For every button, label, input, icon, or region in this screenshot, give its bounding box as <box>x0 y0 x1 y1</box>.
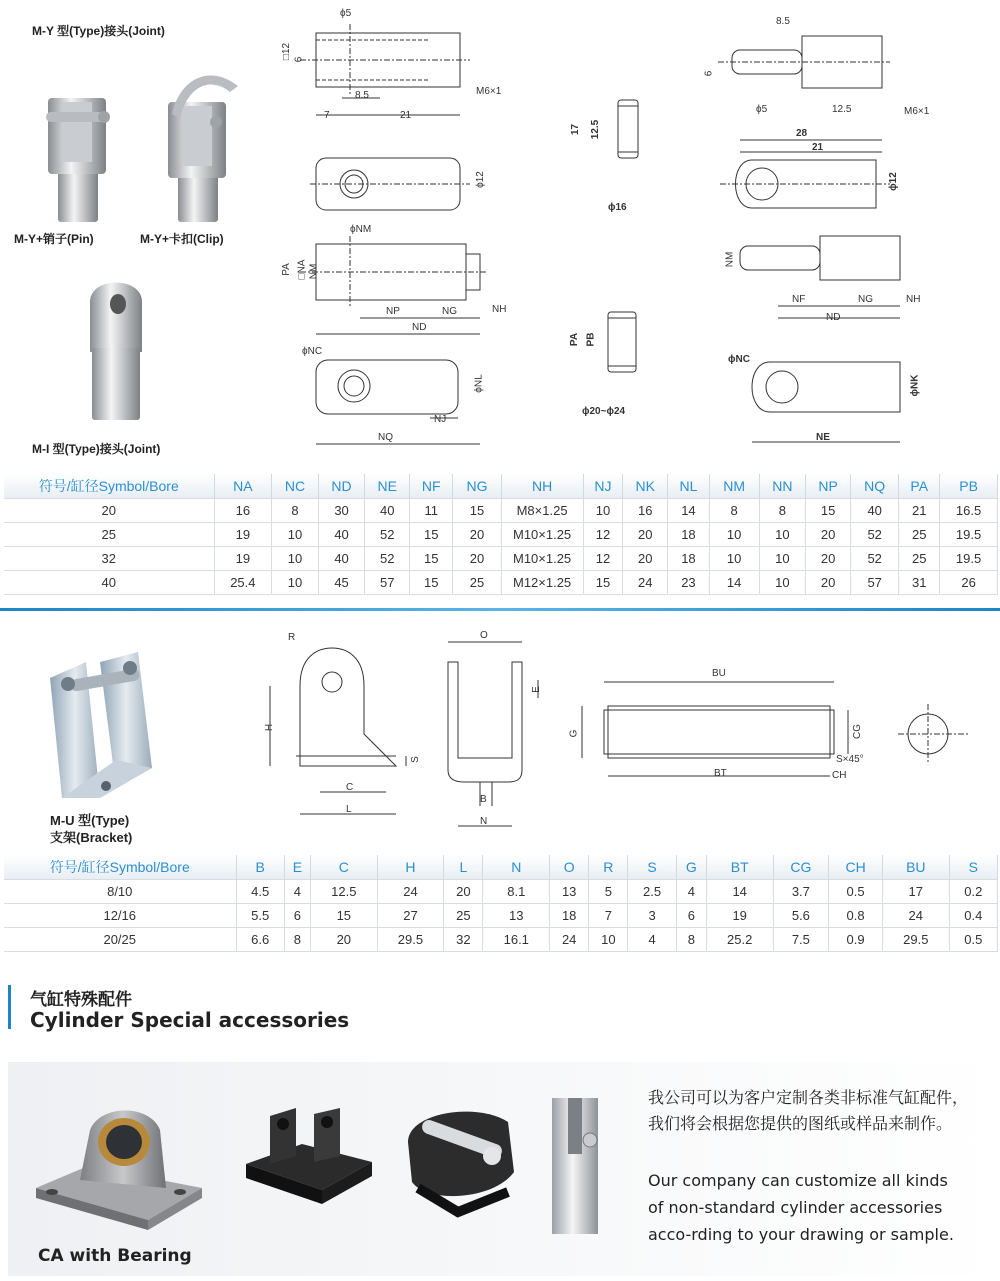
table-cell: 17 <box>882 879 949 903</box>
bracket-dim-s: S <box>409 756 421 763</box>
table-cell: 8 <box>676 927 706 951</box>
mi-dim-m6: M6×1 <box>904 106 930 117</box>
table-cell: M8×1.25 <box>501 498 583 522</box>
dim-phinl: ϕNL <box>473 374 485 393</box>
table-cell: 25 <box>453 570 501 594</box>
section-accent-bar <box>8 985 11 1029</box>
table-cell: 19 <box>214 522 272 546</box>
table-cell: 26 <box>940 570 998 594</box>
table-cell: 24 <box>550 927 589 951</box>
shaft-dim-bu: BU <box>712 668 726 679</box>
table-cell: 10 <box>709 546 759 570</box>
my-joint-pin-photo <box>40 88 120 224</box>
dim-21: 21 <box>400 110 412 121</box>
table-cell: 10 <box>272 546 319 570</box>
pin-dim-17: 17 <box>570 123 582 136</box>
bracket-dim-o: O <box>480 630 488 641</box>
table-cell: 0.5 <box>829 879 883 903</box>
table-header-cell: 符号/缸径Symbol/Bore <box>4 855 236 879</box>
table-cell: 8 <box>709 498 759 522</box>
table-cell: 24 <box>623 570 668 594</box>
description-en-line: acco-rding to your drawing or sample. <box>648 1225 954 1244</box>
mi-joint-photo <box>84 272 148 422</box>
table-cell: 20 <box>453 546 501 570</box>
ca-bearing-photo <box>30 1096 210 1236</box>
table-cell: 29.5 <box>377 927 444 951</box>
table-header-cell: 符号/缸径Symbol/Bore <box>4 474 214 498</box>
dim-phinc: ϕNC <box>302 346 323 357</box>
section-title-cn: 气缸特殊配件 <box>30 990 132 1010</box>
bracket-spec-table <box>4 855 998 952</box>
table-header-cell: PB <box>940 474 998 498</box>
dim-7: 7 <box>324 110 330 121</box>
table-cell: 0.5 <box>949 927 997 951</box>
table-header-cell: ND <box>318 474 365 498</box>
table-header-cell: L <box>444 855 483 879</box>
table-header-cell: NG <box>453 474 501 498</box>
pin-dim-phi16: ϕ16 <box>608 202 627 213</box>
table-header-cell: NQ <box>851 474 899 498</box>
table-cell: 3 <box>628 903 676 927</box>
table-cell: 40 <box>365 498 410 522</box>
table-cell: 52 <box>851 522 899 546</box>
table-header-cell: N <box>483 855 550 879</box>
table-header-cell: NC <box>272 474 319 498</box>
table-header-cell: PA <box>899 474 940 498</box>
dim-phinm: ϕNM <box>350 224 372 235</box>
table-cell: 15 <box>311 903 378 927</box>
table-bore-cell: 25 <box>4 522 214 546</box>
pin-dim-12-5: 12.5 <box>590 119 602 140</box>
table-cell: 0.8 <box>829 903 883 927</box>
table-cell: 12 <box>583 546 623 570</box>
table-cell: 25 <box>899 546 940 570</box>
table-cell: 32 <box>444 927 483 951</box>
table-header-cell: NN <box>759 474 806 498</box>
section-title-en: Cylinder Special accessories <box>30 1008 350 1032</box>
table-cell: 16.1 <box>483 927 550 951</box>
table-cell: 40 <box>851 498 899 522</box>
table-header-cell: BU <box>882 855 949 879</box>
table-header-cell: CG <box>773 855 829 879</box>
table-header-cell: H <box>377 855 444 879</box>
table-cell: 10 <box>709 522 759 546</box>
bracket-dim-c: C <box>346 782 354 793</box>
table-cell: 52 <box>365 522 410 546</box>
table-cell: 52 <box>365 546 410 570</box>
table-cell: 12 <box>583 522 623 546</box>
table-cell: 20 <box>453 522 501 546</box>
table-cell: M12×1.25 <box>501 570 583 594</box>
table-cell: 15 <box>410 570 453 594</box>
table-cell: 40 <box>318 546 365 570</box>
dim-nh: NH <box>492 304 507 315</box>
table-cell: 6 <box>284 903 310 927</box>
table-cell: 13 <box>550 879 589 903</box>
table-header-cell: CH <box>829 855 883 879</box>
table-cell: 5.5 <box>236 903 284 927</box>
table-cell: 27 <box>377 903 444 927</box>
shaft-dim-sx45: S×45° <box>836 754 864 765</box>
dim-nd: ND <box>412 322 427 333</box>
table-cell: 0.9 <box>829 927 883 951</box>
bracket-dim-h: H <box>264 723 276 732</box>
table-cell: 20 <box>311 927 378 951</box>
table-cell: 18 <box>550 903 589 927</box>
joint-technical-drawings <box>270 0 1000 460</box>
mi-dim-21: 21 <box>812 142 824 153</box>
mi-dim-phink: ϕNK <box>909 374 921 397</box>
dim-sq12: □12 <box>281 42 293 61</box>
mi-dim-nf: NF <box>792 294 806 305</box>
mu-bracket-photo <box>40 648 158 804</box>
table-header-cell: S <box>628 855 676 879</box>
joint-spec-table <box>4 474 998 595</box>
ca-bearing-label: CA with Bearing <box>38 1246 192 1266</box>
table-header-cell: NJ <box>583 474 623 498</box>
table-cell: 20 <box>444 879 483 903</box>
table-cell: 10 <box>759 570 806 594</box>
table-row <box>4 498 998 522</box>
mi-dim-28: 28 <box>796 128 808 139</box>
table-cell: 7.5 <box>773 927 829 951</box>
dim-pa: PA <box>280 263 292 276</box>
table-cell: 5.6 <box>773 903 829 927</box>
table-cell: 57 <box>851 570 899 594</box>
table-header-row <box>4 855 998 879</box>
black-pivot-bracket-photo <box>398 1102 530 1220</box>
table-cell: 5 <box>589 879 628 903</box>
table-bore-cell: 40 <box>4 570 214 594</box>
table-cell: 30 <box>318 498 365 522</box>
table-header-cell: NF <box>410 474 453 498</box>
table-cell: 16 <box>214 498 272 522</box>
description-en <box>648 1167 998 1248</box>
table-bore-cell: 32 <box>4 546 214 570</box>
table-row <box>4 879 998 903</box>
mu-type-label: M-U 型(Type) <box>50 813 130 828</box>
description-en-line: Our company can customize all kinds <box>648 1171 948 1190</box>
table-cell: 25.4 <box>214 570 272 594</box>
mi-dim-phi5: ϕ5 <box>756 104 768 115</box>
table-cell: 8 <box>284 927 310 951</box>
table-header-row <box>4 474 998 498</box>
bracket-technical-drawings <box>260 630 990 830</box>
mi-dim-nd: ND <box>826 312 841 323</box>
table-cell: 4 <box>628 927 676 951</box>
mi-joint-label: M-I 型(Type)接头(Joint) <box>32 442 161 456</box>
table-row <box>4 927 998 951</box>
table-cell: 6 <box>676 903 706 927</box>
table-header-cell: C <box>311 855 378 879</box>
table-cell: 0.2 <box>949 879 997 903</box>
table-cell: 18 <box>668 522 709 546</box>
mi-dim-ng: NG <box>858 294 873 305</box>
dim-ng: NG <box>442 306 457 317</box>
table-cell: 15 <box>583 570 623 594</box>
table-header-cell: NL <box>668 474 709 498</box>
table-header-cell: BT <box>706 855 773 879</box>
dim-m6: M6×1 <box>476 86 502 97</box>
table-bore-cell: 20/25 <box>4 927 236 951</box>
table-cell: 13 <box>483 903 550 927</box>
dim-na: □NA <box>296 259 308 280</box>
description-cn: 我公司可以为客户定制各类非标准气缸配件，我们将会根据您提供的图纸或样品来制作。 <box>648 1088 969 1133</box>
table-row <box>4 546 998 570</box>
table-cell: 52 <box>851 546 899 570</box>
table-cell: 12.5 <box>311 879 378 903</box>
dim-8-5: 8.5 <box>355 90 369 101</box>
table-header-cell: NH <box>501 474 583 498</box>
section-divider <box>0 608 1000 611</box>
my-pin-label: M-Y+销子(Pin) <box>14 232 94 246</box>
shaft-dim-cg: CG <box>852 724 863 739</box>
table-cell: 25 <box>899 522 940 546</box>
bracket-dim-r: R <box>288 632 296 643</box>
table-header-cell: NE <box>365 474 410 498</box>
table-cell: 15 <box>410 546 453 570</box>
pin-dim-phi20-24: ϕ20~ϕ24 <box>582 406 626 417</box>
table-cell: 8.1 <box>483 879 550 903</box>
table-cell: 0.4 <box>949 903 997 927</box>
table-cell: 4 <box>676 879 706 903</box>
mi-dim-6: 6 <box>703 70 715 77</box>
mi-dim-phinc: ϕNC <box>728 354 750 365</box>
dim-nj: NJ <box>434 414 447 425</box>
table-cell: 45 <box>318 570 365 594</box>
mi-dim-nh: NH <box>906 294 921 305</box>
table-cell: 57 <box>365 570 410 594</box>
mi-dim-nm: NM <box>724 251 736 268</box>
table-cell: 24 <box>882 903 949 927</box>
table-cell: 4 <box>284 879 310 903</box>
table-cell: 19 <box>214 546 272 570</box>
table-cell: 10 <box>589 927 628 951</box>
table-header-cell: NK <box>623 474 668 498</box>
table-cell: 18 <box>668 546 709 570</box>
my-joint-clip-photo <box>150 58 242 226</box>
single-clevis-photo <box>544 1096 610 1236</box>
bracket-dim-l: L <box>346 804 352 815</box>
dim-np: NP <box>386 306 400 317</box>
table-cell: 16.5 <box>940 498 998 522</box>
table-cell: 3.7 <box>773 879 829 903</box>
mi-dim-phi12: ϕ12 <box>887 172 899 191</box>
table-cell: 29.5 <box>882 927 949 951</box>
table-header-cell: E <box>284 855 310 879</box>
table-bore-cell: 20 <box>4 498 214 522</box>
table-row <box>4 903 998 927</box>
table-header-cell: NA <box>214 474 272 498</box>
table-cell: 15 <box>410 522 453 546</box>
table-cell: 8 <box>759 498 806 522</box>
my-joint-label: M-Y 型(Type)接头(Joint) <box>32 24 165 38</box>
table-cell: 14 <box>668 498 709 522</box>
shaft-dim-ch: CH <box>832 770 847 781</box>
table-cell: 25 <box>444 903 483 927</box>
table-cell: 19.5 <box>940 546 998 570</box>
table-header-cell: O <box>550 855 589 879</box>
table-cell: 20 <box>806 546 851 570</box>
mi-dim-8-5: 8.5 <box>776 16 790 27</box>
table-cell: 15 <box>806 498 851 522</box>
table-cell: 11 <box>410 498 453 522</box>
table-header-cell: G <box>676 855 706 879</box>
table-cell: 24 <box>377 879 444 903</box>
table-header-cell: B <box>236 855 284 879</box>
dim-6: 6 <box>293 56 305 63</box>
table-cell: 10 <box>272 570 319 594</box>
table-cell: 10 <box>759 546 806 570</box>
mi-dim-ne: NE <box>816 432 830 443</box>
table-cell: 20 <box>806 522 851 546</box>
shaft-dim-bt: BT <box>714 768 727 779</box>
dim-nm: NM <box>308 263 320 280</box>
table-cell: 14 <box>706 879 773 903</box>
table-bore-cell: 12/16 <box>4 903 236 927</box>
shaft-dim-g: G <box>568 729 580 738</box>
dim-phi5: ϕ5 <box>340 8 352 19</box>
pin-dim-pa: PA <box>569 332 581 347</box>
table-cell: 20 <box>806 570 851 594</box>
table-header-cell: R <box>589 855 628 879</box>
table-cell: 40 <box>318 522 365 546</box>
table-cell: 6.6 <box>236 927 284 951</box>
bracket-dim-b: B <box>480 794 487 805</box>
table-cell: 20 <box>623 546 668 570</box>
dim-phi12: ϕ12 <box>474 171 486 188</box>
table-cell: 10 <box>272 522 319 546</box>
table-cell: 8 <box>272 498 319 522</box>
pin-dim-pb: PB <box>585 332 597 347</box>
table-cell: M10×1.25 <box>501 546 583 570</box>
mi-dim-12-5: 12.5 <box>832 104 852 115</box>
table-header-cell: S <box>949 855 997 879</box>
table-cell: 19 <box>706 903 773 927</box>
table-cell: 21 <box>899 498 940 522</box>
table-cell: 10 <box>759 522 806 546</box>
table-cell: 25.2 <box>706 927 773 951</box>
dim-nq: NQ <box>378 432 393 443</box>
table-cell: 23 <box>668 570 709 594</box>
table-row <box>4 570 998 594</box>
table-header-cell: NM <box>709 474 759 498</box>
description-en-line: of non-standard cylinder accessories <box>648 1198 943 1217</box>
table-cell: 4.5 <box>236 879 284 903</box>
table-cell: M10×1.25 <box>501 522 583 546</box>
table-cell: 2.5 <box>628 879 676 903</box>
table-cell: 16 <box>623 498 668 522</box>
table-header-cell: NP <box>806 474 851 498</box>
table-cell: 15 <box>453 498 501 522</box>
my-clip-label: M-Y+卡扣(Clip) <box>140 232 224 246</box>
table-cell: 14 <box>709 570 759 594</box>
black-clevis-bracket-photo <box>240 1100 380 1220</box>
table-cell: 20 <box>623 522 668 546</box>
table-cell: 31 <box>899 570 940 594</box>
table-cell: 19.5 <box>940 522 998 546</box>
table-row <box>4 522 998 546</box>
mu-bracket-label: 支架(Bracket) <box>50 830 133 845</box>
bracket-dim-e: E <box>530 686 542 693</box>
table-cell: 7 <box>589 903 628 927</box>
table-bore-cell: 8/10 <box>4 879 236 903</box>
table-cell: 10 <box>583 498 623 522</box>
bracket-dim-n: N <box>480 816 488 827</box>
